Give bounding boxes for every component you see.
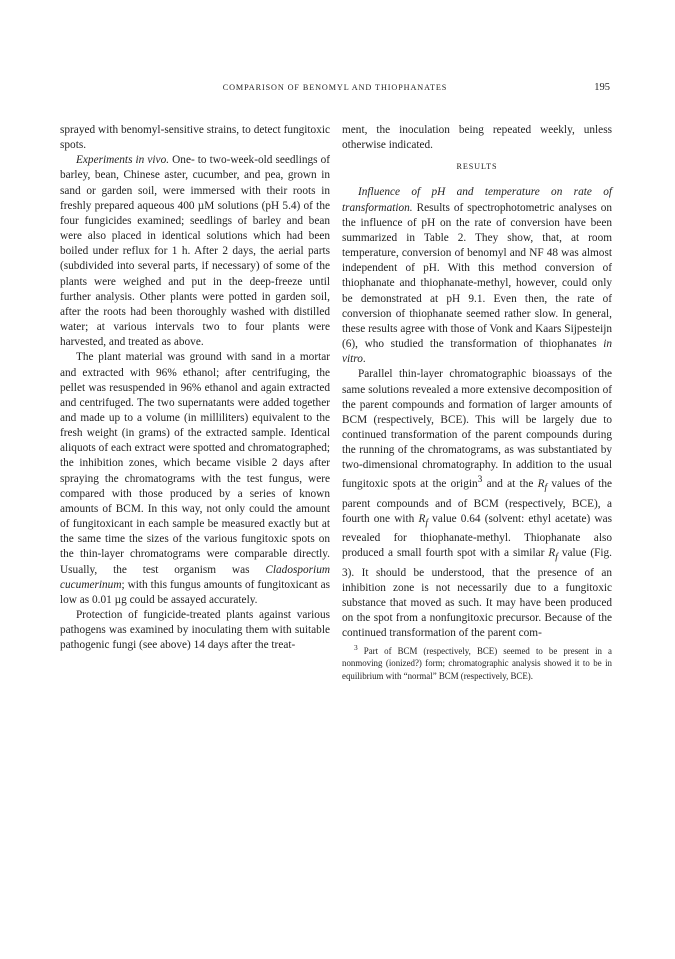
paragraph-text: Results of spectrophotometric analyses on the influence of pH on the rate of conversion have been summarized in Table 2. They show, that, at room temperature, conversion of benomyl and NF 48 was almost independent of pH. With this method conversion of thiophanate and thiophanate-methyl, however, could only be demonstrated at pH 9.1. Even then, the rate of conversion of thiophanate seemed rather slow. In general, these results agree with those of Vonk and Kaars Sijpesteijn (6), who studied the transformation of thiophanates	[342, 201, 612, 351]
footnote-text: Part of BCM (respectively, BCE) seemed to be present in a nonmoving (ionized?) form; chromatographic analysis showed it to be in equilibrium with “normal” BCM (respectively, BCE).	[342, 645, 612, 681]
section-heading-results: RESULTS	[456, 162, 498, 172]
paragraph-text: and at the	[482, 478, 538, 491]
running-header	[60, 83, 610, 97]
footnote-reference: 3	[477, 475, 483, 486]
rf-symbol: R	[548, 547, 556, 560]
paragraph-text: value 0.64 (solvent: ethyl acetate) was revealed for thiophanate-methyl. Thiophanate also produced a small fourth spot with a similar	[342, 512, 612, 560]
paragraph-text: value (Fig. 3). It should be understood, that the presence of an inhibition zone is not necessarily due to a fungitoxic substance that moved as such. It may have been produced on the spot from a nonfungitoxic precursor. Because of the continued transformation of the parent com-	[342, 547, 612, 640]
running-title: COMPARISON OF BENOMYL AND THIOPHANATES	[222, 83, 448, 92]
rf-subscript: f	[555, 552, 558, 563]
paragraph-text: .	[362, 353, 366, 366]
paragraph-text: ; with this fungus amounts of fungitoxicant as low as 0.01 µg could be assayed accurately.	[60, 578, 330, 606]
italic-term: in vitro	[342, 338, 612, 366]
paragraph-text: The plant material was ground with sand in a mortar and extracted with 96% ethanol; after centrifuging, the pellet was resuspended in 96% ethanol and again extracted and centrifuged. The two supernatants were added together and made up to a volume (in milliliters) equivalent to the fresh weight (in grams) of the extracted sample. Identical aliquots of each extract were spotted and chromatographed; the inhibition zones, which became visible 2 days after spraying the chromatograms with the test fungus, were compared with those produced by a series of known amounts of BCM. In this way, not only could the amount of fungitoxicant in each sample be measured exactly but at the same time the sizes of the various fungitoxic spots on the thin-layer chromatograms were comparable directly. Usually, the test organism was	[60, 351, 330, 576]
page-number: 195	[594, 82, 610, 93]
paragraph-text: One- to two-week-old seedlings of barley, bean, Chinese aster, cucumber, and pea, grown in sand or garden soil, were immersed with their roots in freshly prepared aqueous 400 µM solutions (pH 5.4) of the four fungicides examined; seedlings of barley and bean were also placed in identical solutions which had been boiled under reflux for 1 h. After 2 days, the aerial parts (subdivided into several parts, if necessary) of some of the plants were weighed and put in the deep-freeze until further analysis. Other plants were potted in garden soil, after the roots had been thoroughly washed with distilled water; at various intervals two to four plants were harvested, and treated as above.	[60, 154, 331, 349]
footnote-mark: 3	[354, 642, 358, 652]
paragraph-parallel-bioassays	[342, 367, 612, 641]
left-column	[60, 123, 330, 653]
paragraph-text: values of the parent compounds and of BCM (respectively, BCE), a fourth one with	[342, 478, 612, 525]
paragraph-sprayed: sprayed with benomyl-sensitive strains, to detect fungitoxic spots.	[60, 124, 330, 152]
rf-subscript: f	[544, 483, 548, 494]
paragraph-protection: Protection of fungicide-treated plants against various pathogens was examined by inoculating them with suitable pathogenic fungi (see above) 14 days after the treat-	[60, 609, 330, 652]
footnote	[342, 642, 612, 683]
paragraph-influence-of-ph	[342, 185, 612, 367]
paragraph-plant-material	[60, 350, 330, 608]
rf-symbol: R	[418, 512, 426, 525]
rf-subscript: f	[425, 518, 429, 529]
paragraph-continued: ment, the inoculation being repeated weekly, unless otherwise indicated.	[342, 124, 612, 152]
paragraph-experiments-in-vivo	[60, 153, 330, 350]
run-in-heading: Influence of pH and temperature on rate of transformation.	[342, 186, 612, 214]
run-in-heading: Experiments in vivo.	[76, 154, 170, 167]
rf-symbol: R	[537, 478, 545, 491]
right-column	[342, 123, 612, 682]
species-name: Cladosporium cucumerinum	[60, 563, 330, 591]
paragraph-text: Parallel thin-layer chromatographic bioassays of the same solutions revealed a more extensive decomposition of the parent compounds and formation of larger amounts of BCM (respectively, BCE). This will be largely due to continued transformation of the parent compounds during the running of the chromatograms, as was substantiated by two-dimensional chromatography. In addition to the usual fungitoxic spots at the origin	[342, 368, 612, 491]
